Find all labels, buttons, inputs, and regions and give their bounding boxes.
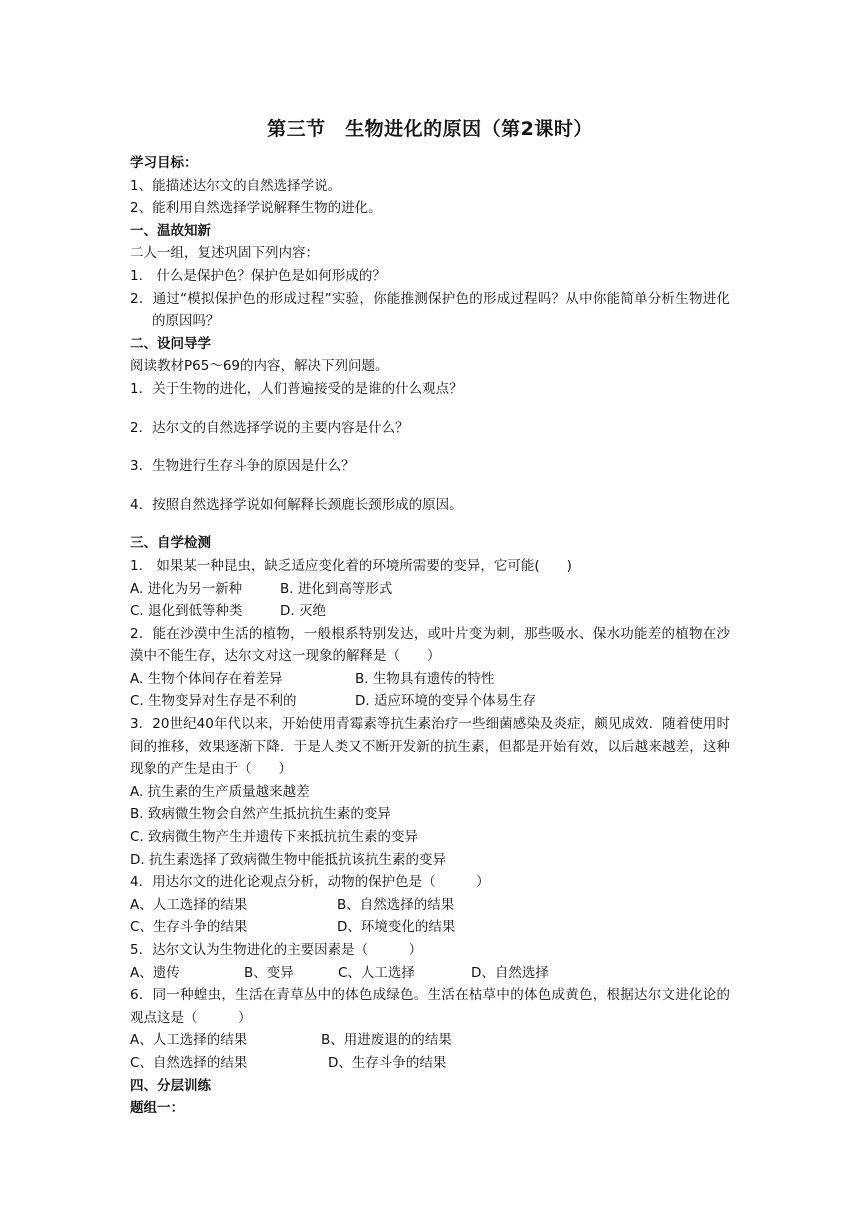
- quiz-option: D. 适应环境的变异个体易生存: [355, 693, 536, 710]
- quiz-question-stem: 4．用达尔文的进化论观点分析，动物的保护色是（ ）: [130, 874, 490, 891]
- quiz-options-row: [130, 894, 730, 917]
- quiz-option: A、遗传: [130, 964, 180, 981]
- answer-space: [130, 439, 730, 455]
- section2-heading: 二、设问导学: [130, 335, 211, 352]
- goal-item: 1、能描述达尔文的自然选择学说。: [130, 177, 342, 194]
- section4-subheading: 题组一：: [130, 1100, 184, 1117]
- quiz-option: D. 灭绝: [280, 603, 326, 620]
- quiz-option: B. 进化到高等形式: [280, 580, 393, 597]
- quiz-question-stem: 2．能在沙漠中生活的植物，一般根系特别发达，或叶片变为刺，那些吸水、保水功能差的植物在沙漠中不能生存，达尔文对这一现象的解释是（ ）: [130, 625, 730, 665]
- document-body: [130, 152, 730, 1120]
- answer-space: [130, 516, 730, 532]
- quiz-options-row: [130, 1052, 730, 1075]
- quiz-option: D、自然选择: [471, 964, 549, 981]
- answer-space: [130, 478, 730, 494]
- quiz-option: A. 抗生素的生产质量越来越差: [130, 783, 310, 800]
- quiz-option: A、人工选择的结果: [130, 896, 248, 913]
- quiz-options-row: [130, 916, 730, 939]
- quiz-option: D. 抗生素选择了致病微生物中能抵抗该抗生素的变异: [130, 851, 446, 868]
- section3-heading: 三、自学检测: [130, 535, 211, 552]
- quiz-options-row: [130, 600, 730, 623]
- section2-question: 2．达尔文的自然选择学说的主要内容是什么？: [130, 419, 409, 436]
- quiz-options-row: [130, 1029, 730, 1052]
- quiz-option: A. 生物个体间存在着差异: [130, 670, 283, 687]
- quiz-options-row: [130, 962, 730, 985]
- section4-heading: 四、分层训练: [130, 1077, 211, 1094]
- answer-space: [130, 401, 730, 417]
- quiz-option: C、人工选择: [338, 964, 415, 981]
- quiz-option: B、用进废退的的结果: [321, 1032, 452, 1049]
- section2-intro: 阅读教材P65～69的内容，解决下列问题。: [130, 358, 389, 375]
- page-title: 第三节 生物进化的原因（第2课时）: [267, 118, 593, 140]
- section1-item: 2．通过“模拟保护色的形成过程”实验，你能推测保护色的形成过程吗？从中你能简单分析生物进化的原因吗？: [130, 290, 730, 330]
- section1-item: 1. 什么是保护色？保护色是如何形成的？: [130, 267, 386, 284]
- goals-heading: 学习目标：: [130, 155, 198, 171]
- quiz-question-stem: 1. 如果某一种昆虫，缺乏适应变化着的环境所需要的变异，它可能( ): [130, 557, 572, 574]
- goal-item: 2、能利用自然选择学说解释生物的进化。: [130, 200, 382, 217]
- quiz-option: A、人工选择的结果: [130, 1032, 248, 1049]
- quiz-option: C、自然选择的结果: [130, 1054, 248, 1071]
- quiz-options-row: [130, 690, 730, 713]
- section2-question: 3．生物进行生存斗争的原因是什么？: [130, 458, 355, 475]
- quiz-option: B、自然选择的结果: [337, 896, 455, 913]
- section1-heading: 一、温故知新: [130, 222, 211, 239]
- section1-intro: 二人一组，复述巩固下列内容：: [130, 245, 319, 262]
- quiz-option: C、生存斗争的结果: [130, 919, 248, 936]
- section2-question: 1．关于生物的进化，人们普遍接受的是谁的什么观点？: [130, 380, 463, 397]
- quiz-option: B、变异: [244, 964, 294, 981]
- quiz-option: D、环境变化的结果: [337, 919, 456, 936]
- quiz-option: B. 致病微生物会自然产生抵抗抗生素的变异: [130, 806, 391, 823]
- quiz-option: C. 退化到低等种类: [130, 603, 243, 620]
- quiz-option: C. 生物变异对生存是不利的: [130, 693, 297, 710]
- quiz-option: B. 生物具有遗传的特性: [355, 670, 495, 687]
- quiz-option: A. 进化为另一新种: [130, 580, 243, 597]
- quiz-question-stem: 5．达尔文认为生物进化的主要因素是（ ）: [130, 942, 423, 958]
- quiz-question-stem: 3．20世纪40年代以来，开始使用青霉素等抗生素治疗一些细菌感染及炎症，颇见成效．随着使用时间的推移，效果逐渐下降．于是人类又不断开发新的抗生素，但都是开始有效，以后越来越差，这种现象的产生是由于（ ）: [130, 716, 730, 778]
- quiz-question-stem: 6．同一种蝗虫，生活在青草丛中的体色成绿色。生活在枯草中的体色成黄色，根据达尔文进化论的观点这是（ ）: [130, 987, 730, 1026]
- quiz-option: D、生存斗争的结果: [328, 1054, 447, 1071]
- section2-question: 4．按照自然选择学说如何解释长颈鹿长颈形成的原因。: [130, 496, 463, 513]
- quiz-options-row: [130, 578, 730, 601]
- quiz-options-row: [130, 668, 730, 691]
- quiz-option: C. 致病微生物产生并遗传下来抵抗抗生素的变异: [130, 829, 419, 846]
